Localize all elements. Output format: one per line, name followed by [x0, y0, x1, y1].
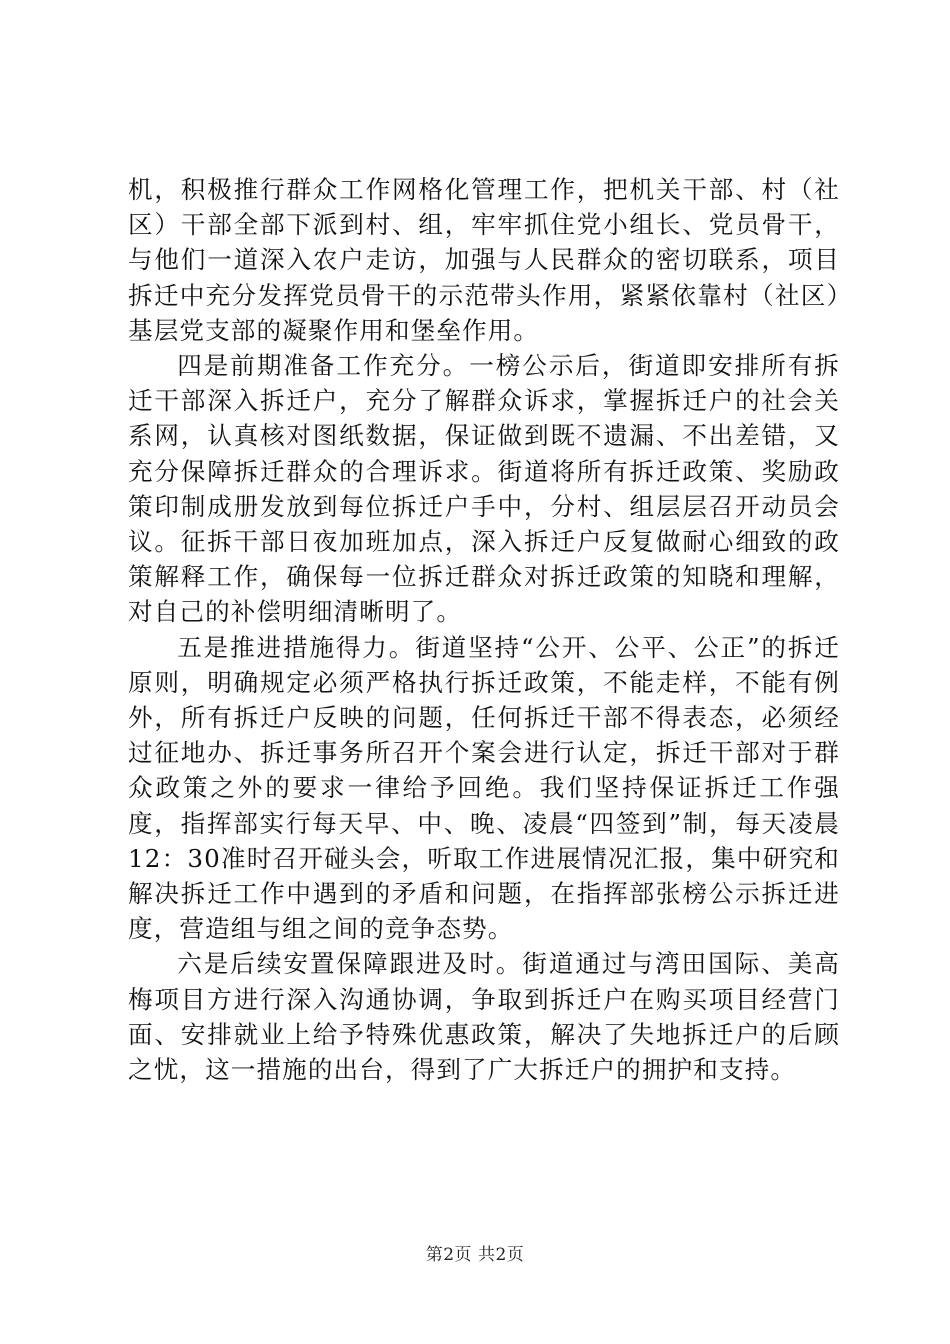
page-footer: 第2页 共2页: [425, 1245, 525, 1265]
paragraph-continuation: 机，积极推行群众工作网格化管理工作，把机关干部、村（社区）干部全部下派到村、组，牢牢抓住党小组长、党员骨干，与他们一道深入农户走访，加强与人民群众的密切联系，项目拆迁中充分发挥党员骨干的示范带头作用，紧紧依靠村（社区）基层党支部的凝聚作用和堡垒作用。: [128, 175, 840, 345]
paragraph-preparation: 四是前期准备工作充分。一榜公示后，街道即安排所有拆迁干部深入拆迁户，充分了解群众诉求，掌握拆迁户的社会关系网，认真核对图纸数据，保证做到既不遗漏、不出差错，又充分保障拆迁群众的合理诉求。街道将所有拆迁政策、奖励政策印制成册发放到每位拆迁户手中，分村、组层层召开动员会议。征拆干部日夜加班加点，深入拆迁户反复做耐心细致的政策解释工作，确保每一位拆迁群众对拆迁政策的知晓和理解，对自己的补偿明细清晰明了。: [128, 351, 840, 627]
document-body: [128, 172, 840, 1087]
paragraph-resettlement: 六是后续安置保障跟进及时。街道通过与湾田国际、美高梅项目方进行深入沟通协调，争取到拆迁户在购买项目经营门面、安排就业上给予特殊优惠政策，解决了失地拆迁户的后顾之忧，这一措施的出台，得到了广大拆迁户的拥护和支持。: [128, 949, 840, 1085]
paragraph-measures: 五是推进措施得力。街道坚持“公开、公平、公正”的拆迁原则，明确规定必须严格执行拆迁政策，不能走样，不能有例外，所有拆迁户反映的问题，任何拆迁干部不得表态，必须经过征地办、拆迁事务所召开个案会进行认定，拆迁干部对于群众政策之外的要求一律给予回绝。我们坚持保证拆迁工作强度，指挥部实行每天早、中、晚、凌晨“四签到”制，每天凌晨12：30准时召开碰头会，听取工作进展情况汇报，集中研究和解决拆迁工作中遇到的矛盾和问题，在指挥部张榜公示拆迁进度，营造组与组之间的竞争态势。: [128, 632, 840, 944]
